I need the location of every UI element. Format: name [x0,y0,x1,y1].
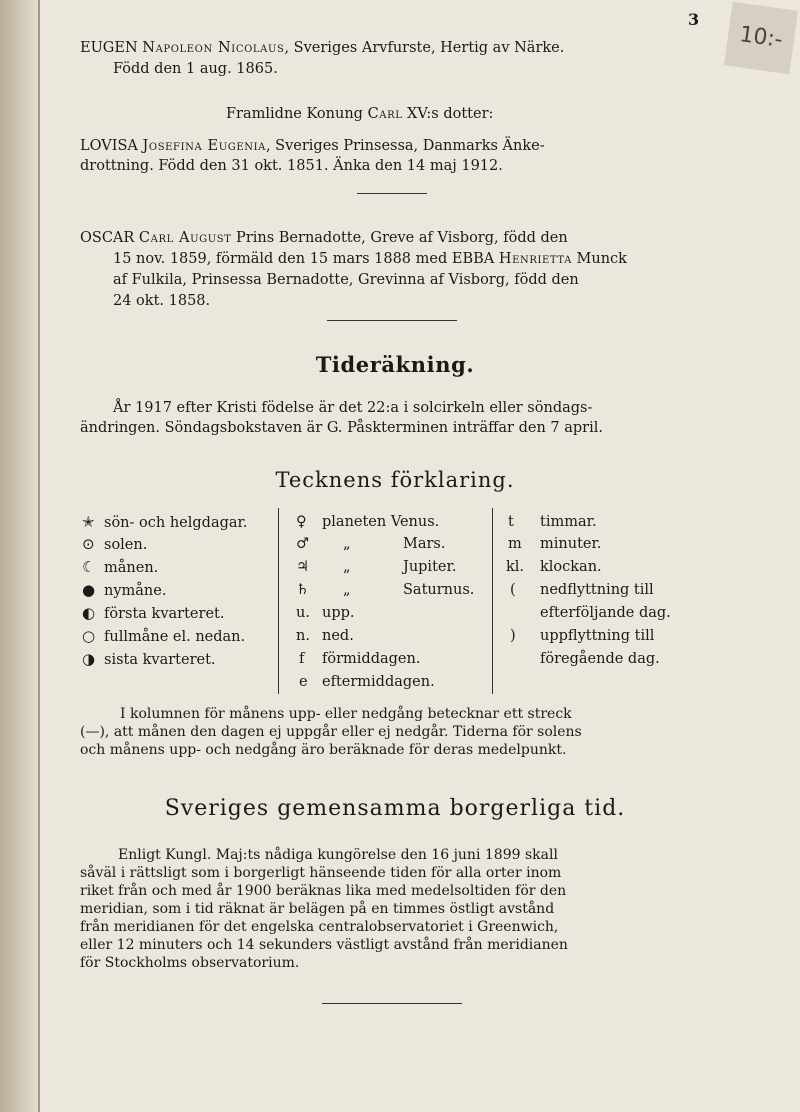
legend-item [82,649,216,670]
venus-icon: ♀ [296,514,307,530]
sun-icon: ⊙ [82,535,95,553]
legend-item [82,557,158,578]
last-quarter-icon: ◑ [82,650,96,668]
tiderakning-title: Tideräkning. [315,352,475,377]
note-line1: I kolumnen för månens upp- eller nedgång betecknar ett streck [120,706,572,722]
legend-text: Mars. [403,536,446,552]
page-edge [38,0,40,1112]
page-number: 3 [688,10,700,29]
lovisa-entry [80,136,545,156]
legend-text: uppflyttning till [540,628,655,644]
daughter-heading-post: XV:s dotter: [402,106,494,122]
legend-text: föregående dag. [540,651,660,667]
borgerliga-line: Enligt Kungl. Maj:ts nådiga kungörelse den 16 juni 1899 skall [118,847,558,863]
legend-text: ned. [322,628,354,644]
eugen-title: , Sveriges Arvfurste, Hertig av Närke. [284,40,565,56]
lovisa-title: , Sveriges Prinsessa, Danmarks Änke- [265,138,545,154]
legend-text: timmar. [540,514,597,530]
legend-text: första kvarteret. [104,606,225,622]
tiderakning-line2: ändringen. Söndagsbokstaven är G. Påskterminen inträffar den 7 april. [80,420,603,436]
legend-text: Saturnus. [403,582,475,598]
moon-icon: ☾ [82,558,96,576]
legend-text: eftermiddagen. [322,674,435,690]
mars-icon: ♂ [296,536,309,552]
legend-abbr: e [299,674,308,690]
legend-text: planeten Venus. [322,514,440,530]
tiderakning-line1: År 1917 efter Kristi födelse är det 22:a i solcirkeln eller söndags- [113,400,593,416]
eugen-names: Napoleon Nicolaus [142,40,285,56]
borgerliga-title: Sveriges gemensamma borgerliga tid. [164,796,626,821]
daughter-heading-caps: Carl [367,106,403,122]
eugen-entry [80,38,564,58]
borgerliga-line: meridian, som i tid räknat är belägen på en timmes östligt avstånd [80,901,555,917]
legend-text: nymåne. [104,583,167,599]
legend-text: sön- och helgdagar. [104,515,248,531]
tecknens-title: Tecknens förklaring. [275,468,515,492]
jupiter-icon: ♃ [296,559,309,575]
legend-text: månen. [104,560,159,576]
oscar-line2-pre: 15 nov. 1859, förmäld den 15 mars 1888 med EBBA [113,251,499,267]
oscar-names: Carl August [138,230,232,246]
daughter-heading [226,104,493,124]
star-icon: ✭ [82,513,95,531]
borgerliga-line: riket från och med år 1900 beräknas lika med medelsoltiden för den [80,883,567,899]
legend-abbr: u. [296,605,310,621]
legend-abbr: n. [296,628,310,644]
full-moon-icon: ○ [82,627,96,645]
separator-rule [357,193,427,194]
note-line2: (—), att månen den dagen ej uppgår eller ej nedgår. Tiderna för solens [80,724,582,740]
new-moon-icon: ● [82,581,96,599]
saturn-icon: ♄ [296,582,309,598]
note-line3: och månens upp- och nedgång äro beräknade för deras medelpunkt. [80,742,567,758]
legend-item [82,512,247,533]
legend-text: solen. [104,537,148,553]
column-divider [278,508,279,694]
oscar-line4: 24 okt. 1858. [113,293,211,309]
legend-item [82,534,147,555]
lovisa-names: Josefina Eugenia [142,138,266,154]
first-quarter-icon: ◐ [82,604,96,622]
legend-text: upp. [322,605,355,621]
ditto-mark: „ [343,536,351,552]
separator-rule [327,320,457,321]
lovisa-name: LOVISA [80,138,138,154]
legend-abbr: ( [510,582,516,598]
legend-abbr: m [508,536,522,552]
borgerliga-line: såväl i rättsligt som i borgerligt hänseende tiden för alla orter inom [80,865,562,881]
ditto-mark: „ [343,559,351,575]
oscar-name: OSCAR [80,230,135,246]
legend-text: förmiddagen. [322,651,421,667]
legend-text: nedflyttning till [540,582,654,598]
legend-text: klockan. [540,559,602,575]
oscar-title: Prins Bernadotte, Greve af Visborg, född den [231,230,568,246]
borgerliga-line: eller 12 minuters och 14 sekunders västligt avstånd från meridianen [80,937,568,953]
legend-text: efterföljande dag. [540,605,671,621]
legend-text: minuter. [540,536,602,552]
legend-abbr: kl. [506,559,525,575]
separator-rule [322,1003,462,1004]
borgerliga-line: från meridianen för det engelska centralobservatoriet i Greenwich, [80,919,559,935]
oscar-line3: af Fulkila, Prinsessa Bernadotte, Grevinna af Visborg, född den [113,272,579,288]
oscar-entry [80,228,568,248]
oscar-line2 [113,249,627,269]
oscar-line2-caps: Henrietta [498,251,572,267]
legend-text: sista kvarteret. [104,652,216,668]
legend-item [82,603,224,624]
borgerliga-line: för Stockholms observatorium. [80,955,300,971]
column-divider [492,508,493,694]
legend-text: fullmåne el. nedan. [104,629,246,645]
eugen-name: EUGEN [80,40,138,56]
legend-item [82,580,166,601]
oscar-line2-post: Munck [571,251,627,267]
legend-item [82,626,245,647]
eugen-birth: Född den 1 aug. 1865. [113,61,278,77]
lovisa-dates: drottning. Född den 31 okt. 1851. Änka den 14 maj 1912. [80,158,503,174]
legend-abbr: t [508,514,514,530]
daughter-heading-pre: Framlidne Konung [226,106,368,122]
legend-abbr: ) [510,628,516,644]
ditto-mark: „ [343,582,351,598]
legend-text: Jupiter. [403,559,457,575]
book-binding [0,0,38,1112]
price-tag: 10:- [724,2,798,75]
legend-abbr: f [299,651,305,667]
